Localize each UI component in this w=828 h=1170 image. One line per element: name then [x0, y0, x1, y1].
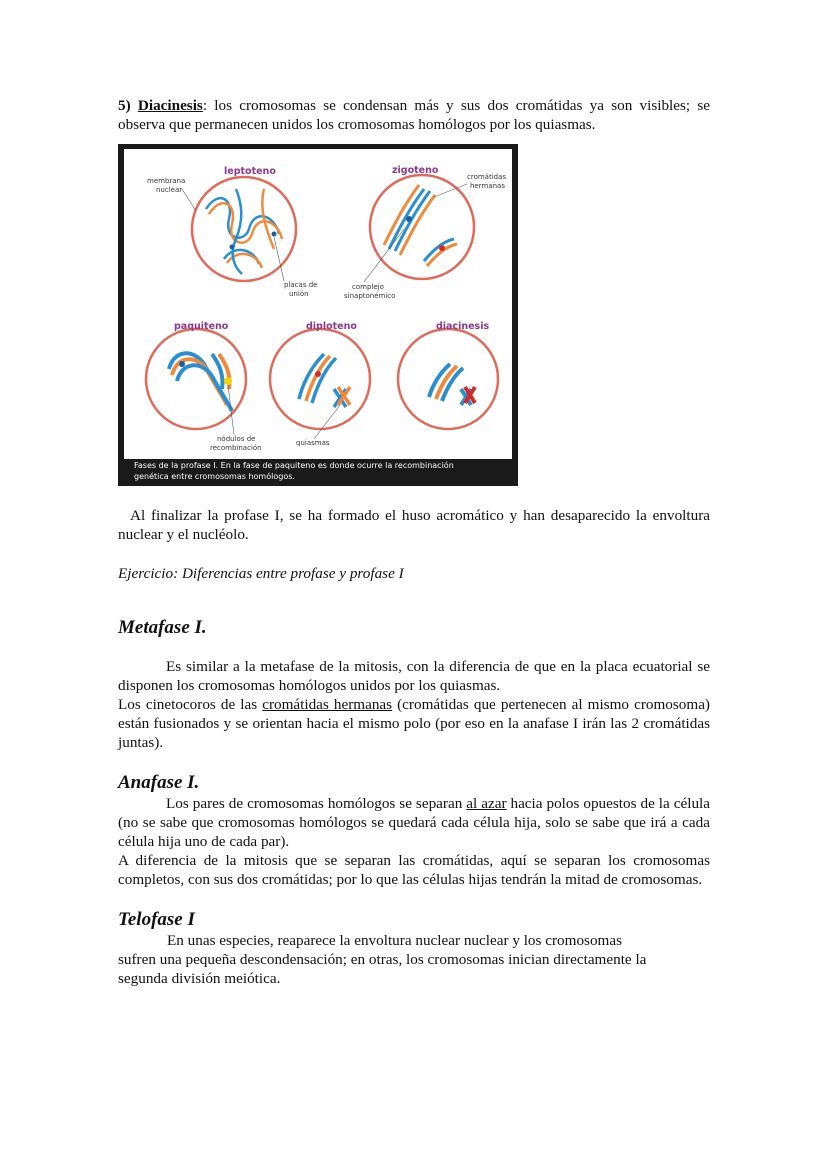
diacinesis-cell: [398, 329, 498, 429]
label-membrana: membrana: [147, 177, 186, 185]
telofase-line-2: sufren una pequeña descondensación; en otras, los cromosomas inician directamente la: [118, 951, 647, 968]
metafase-p2-underlined: cromátidas hermanas: [262, 696, 393, 713]
label-diacinesis: diacinesis: [436, 321, 490, 332]
anafase-p1-start: Los pares de cromosomas homólogos se separan: [166, 795, 467, 812]
label-sinaptonemico: sinaptonémico: [344, 292, 396, 300]
metafase-paragraph-2: [118, 695, 710, 752]
label-recombinacion: recombinación: [210, 444, 262, 452]
telofase-heading: Telofase I: [118, 909, 195, 930]
telofase-line-3: segunda división meiótica.: [118, 970, 281, 987]
diacinesis-term: Diacinesis: [137, 97, 203, 114]
label-placas: placas de: [284, 281, 318, 289]
meiosis-illustration: [124, 149, 512, 459]
label-nuclear: nuclear: [156, 186, 183, 194]
metafase-paragraph-1: Es similar a la metafase de la mitosis, con la diferencia de que en la placa ecuatorial se disponen los cromosomas homólogos unidos por los quiasmas.: [118, 658, 710, 694]
caption-line-2: genética entre cromosomas homólogos.: [134, 472, 295, 481]
anafase-p1-underlined: al azar: [466, 795, 507, 812]
label-union: unión: [289, 290, 309, 298]
anafase-paragraph-1: [118, 794, 710, 851]
label-complejo: complejo: [352, 283, 384, 291]
label-zigoteno: zigoteno: [392, 165, 439, 176]
exercise-line: Ejercicio: Diferencias entre profase y profase I: [118, 565, 404, 582]
diploteno-cell: [270, 329, 370, 429]
anafase-paragraph-2: A diferencia de la mitosis que se separan las cromátidas, aquí se separan los cromosomas completos, con sus dos cromátidas; por lo que las células hijas tendrán la mitad de cromosomas.: [118, 852, 710, 888]
label-diploteno: diploteno: [306, 321, 357, 332]
telofase-line-1: En unas especies, reaparece la envoltura nuclear nuclear y los cromosomas: [167, 932, 623, 949]
label-paquiteno: paquiteno: [174, 321, 229, 332]
figure-caption: [134, 460, 506, 482]
diacinesis-paragraph: [118, 96, 710, 134]
label-cromatidas: cromátidas: [467, 173, 507, 181]
prophase-figure: [118, 144, 518, 486]
label-hermanas: hermanas: [470, 182, 505, 190]
paquiteno-cell: [146, 329, 246, 429]
document-page: [118, 96, 710, 988]
profase-end-paragraph: Al finalizar la profase I, se ha formado el huso acromático y han desaparecido la envoltura nuclear y el nucléolo.: [118, 507, 710, 543]
label-quiasmas: quiasmas: [296, 439, 330, 447]
metafase-p2-end: (cromátidas que pertenecen al mismo cromosoma) están fusionados y se orientan hacia el mismo polo (por eso en la anafase I irán las 2 cromátidas juntas).: [118, 696, 710, 751]
metafase-p2-start: Los cinetocoros de las: [118, 696, 263, 713]
label-nodulos: nódulos de: [217, 435, 256, 443]
metafase-heading: Metafase I.: [118, 617, 207, 638]
anafase-p1-end: hacia polos opuestos de la célula (no se sabe que cromosomas homólogos se quedará cada célula hija, solo se sabe que irá a cada célula hija uno de cada par).: [118, 795, 710, 850]
label-leptoteno: leptoteno: [224, 166, 276, 177]
diacinesis-text: : los cromosomas se condensan más y sus dos cromátidas ya son visibles; se observa que permanecen unidos los cromosomas homólogos por los quiasmas.: [118, 97, 710, 133]
figure-panel: [124, 149, 512, 459]
anafase-heading: Anafase I.: [118, 772, 200, 793]
caption-line-1: Fases de la profase I. En la fase de paquiteno es donde ocurre la recombinación: [134, 461, 454, 470]
zigoteno-cell: [370, 175, 474, 279]
diacinesis-number: 5): [118, 97, 131, 114]
